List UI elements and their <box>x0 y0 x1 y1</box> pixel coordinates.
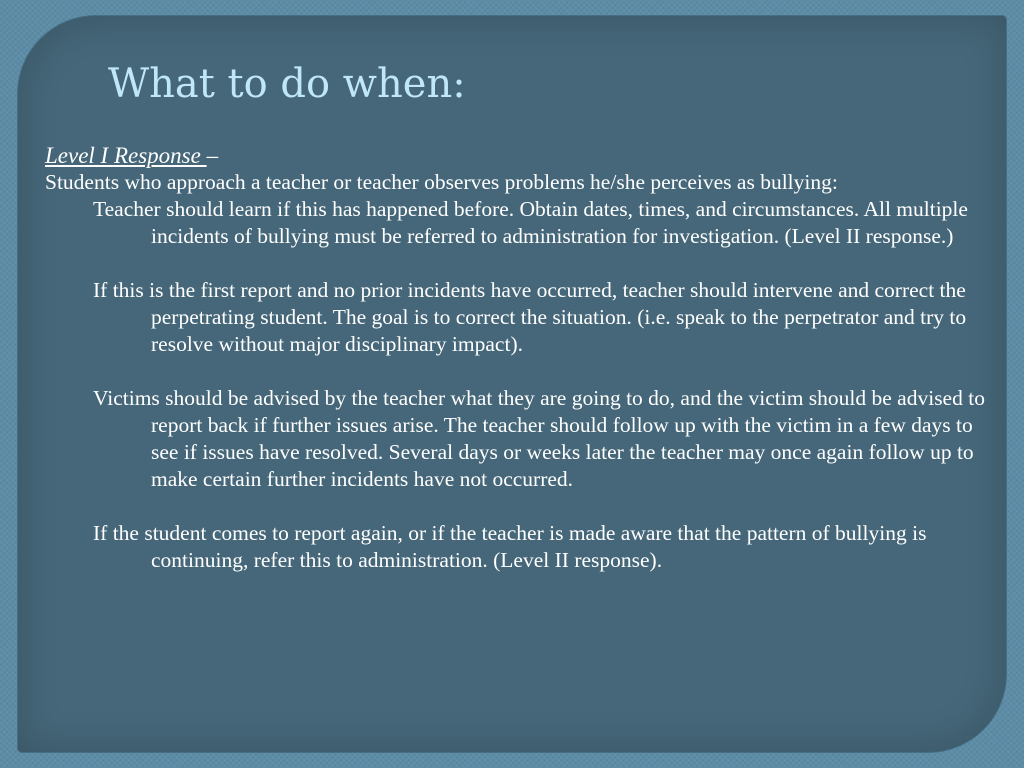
paragraph-item: If this is the first report and no prior incidents have occurred, teacher should intervene and correct the perpetrating student. The goal is to correct the situation. (i.e. speak to the perpetrator and try to resolve without major disciplinary impact). <box>93 278 967 356</box>
intro-text: Students who approach a teacher or teacher observes problems he/she perceives as bullying: <box>45 170 838 194</box>
level-dash: – <box>206 143 219 168</box>
paragraph-item: Teacher should learn if this has happened before. Obtain dates, times, and circumstances. All multiple incidents of bullying must be referred to administration for investigation. (Level II response.) <box>93 197 968 248</box>
level-heading <box>45 142 993 169</box>
paragraph-item: Victims should be advised by the teacher what they are going to do, and the victim should be advised to report back if further issues arise. The teacher should follow up with the victim in a few days to see if issues have resolved. Several days or weeks later the teacher may once again follow up to make certain further incidents have not occurred. <box>93 386 985 491</box>
slide-title: What to do when: <box>108 61 466 107</box>
slide-panel <box>18 16 1006 752</box>
slide-body <box>45 142 993 601</box>
level-label: Level I Response <box>45 143 207 168</box>
paragraph-item: If the student comes to report again, or if the teacher is made aware that the pattern of bullying is continuing, refer this to administration. (Level II response). <box>93 521 927 572</box>
